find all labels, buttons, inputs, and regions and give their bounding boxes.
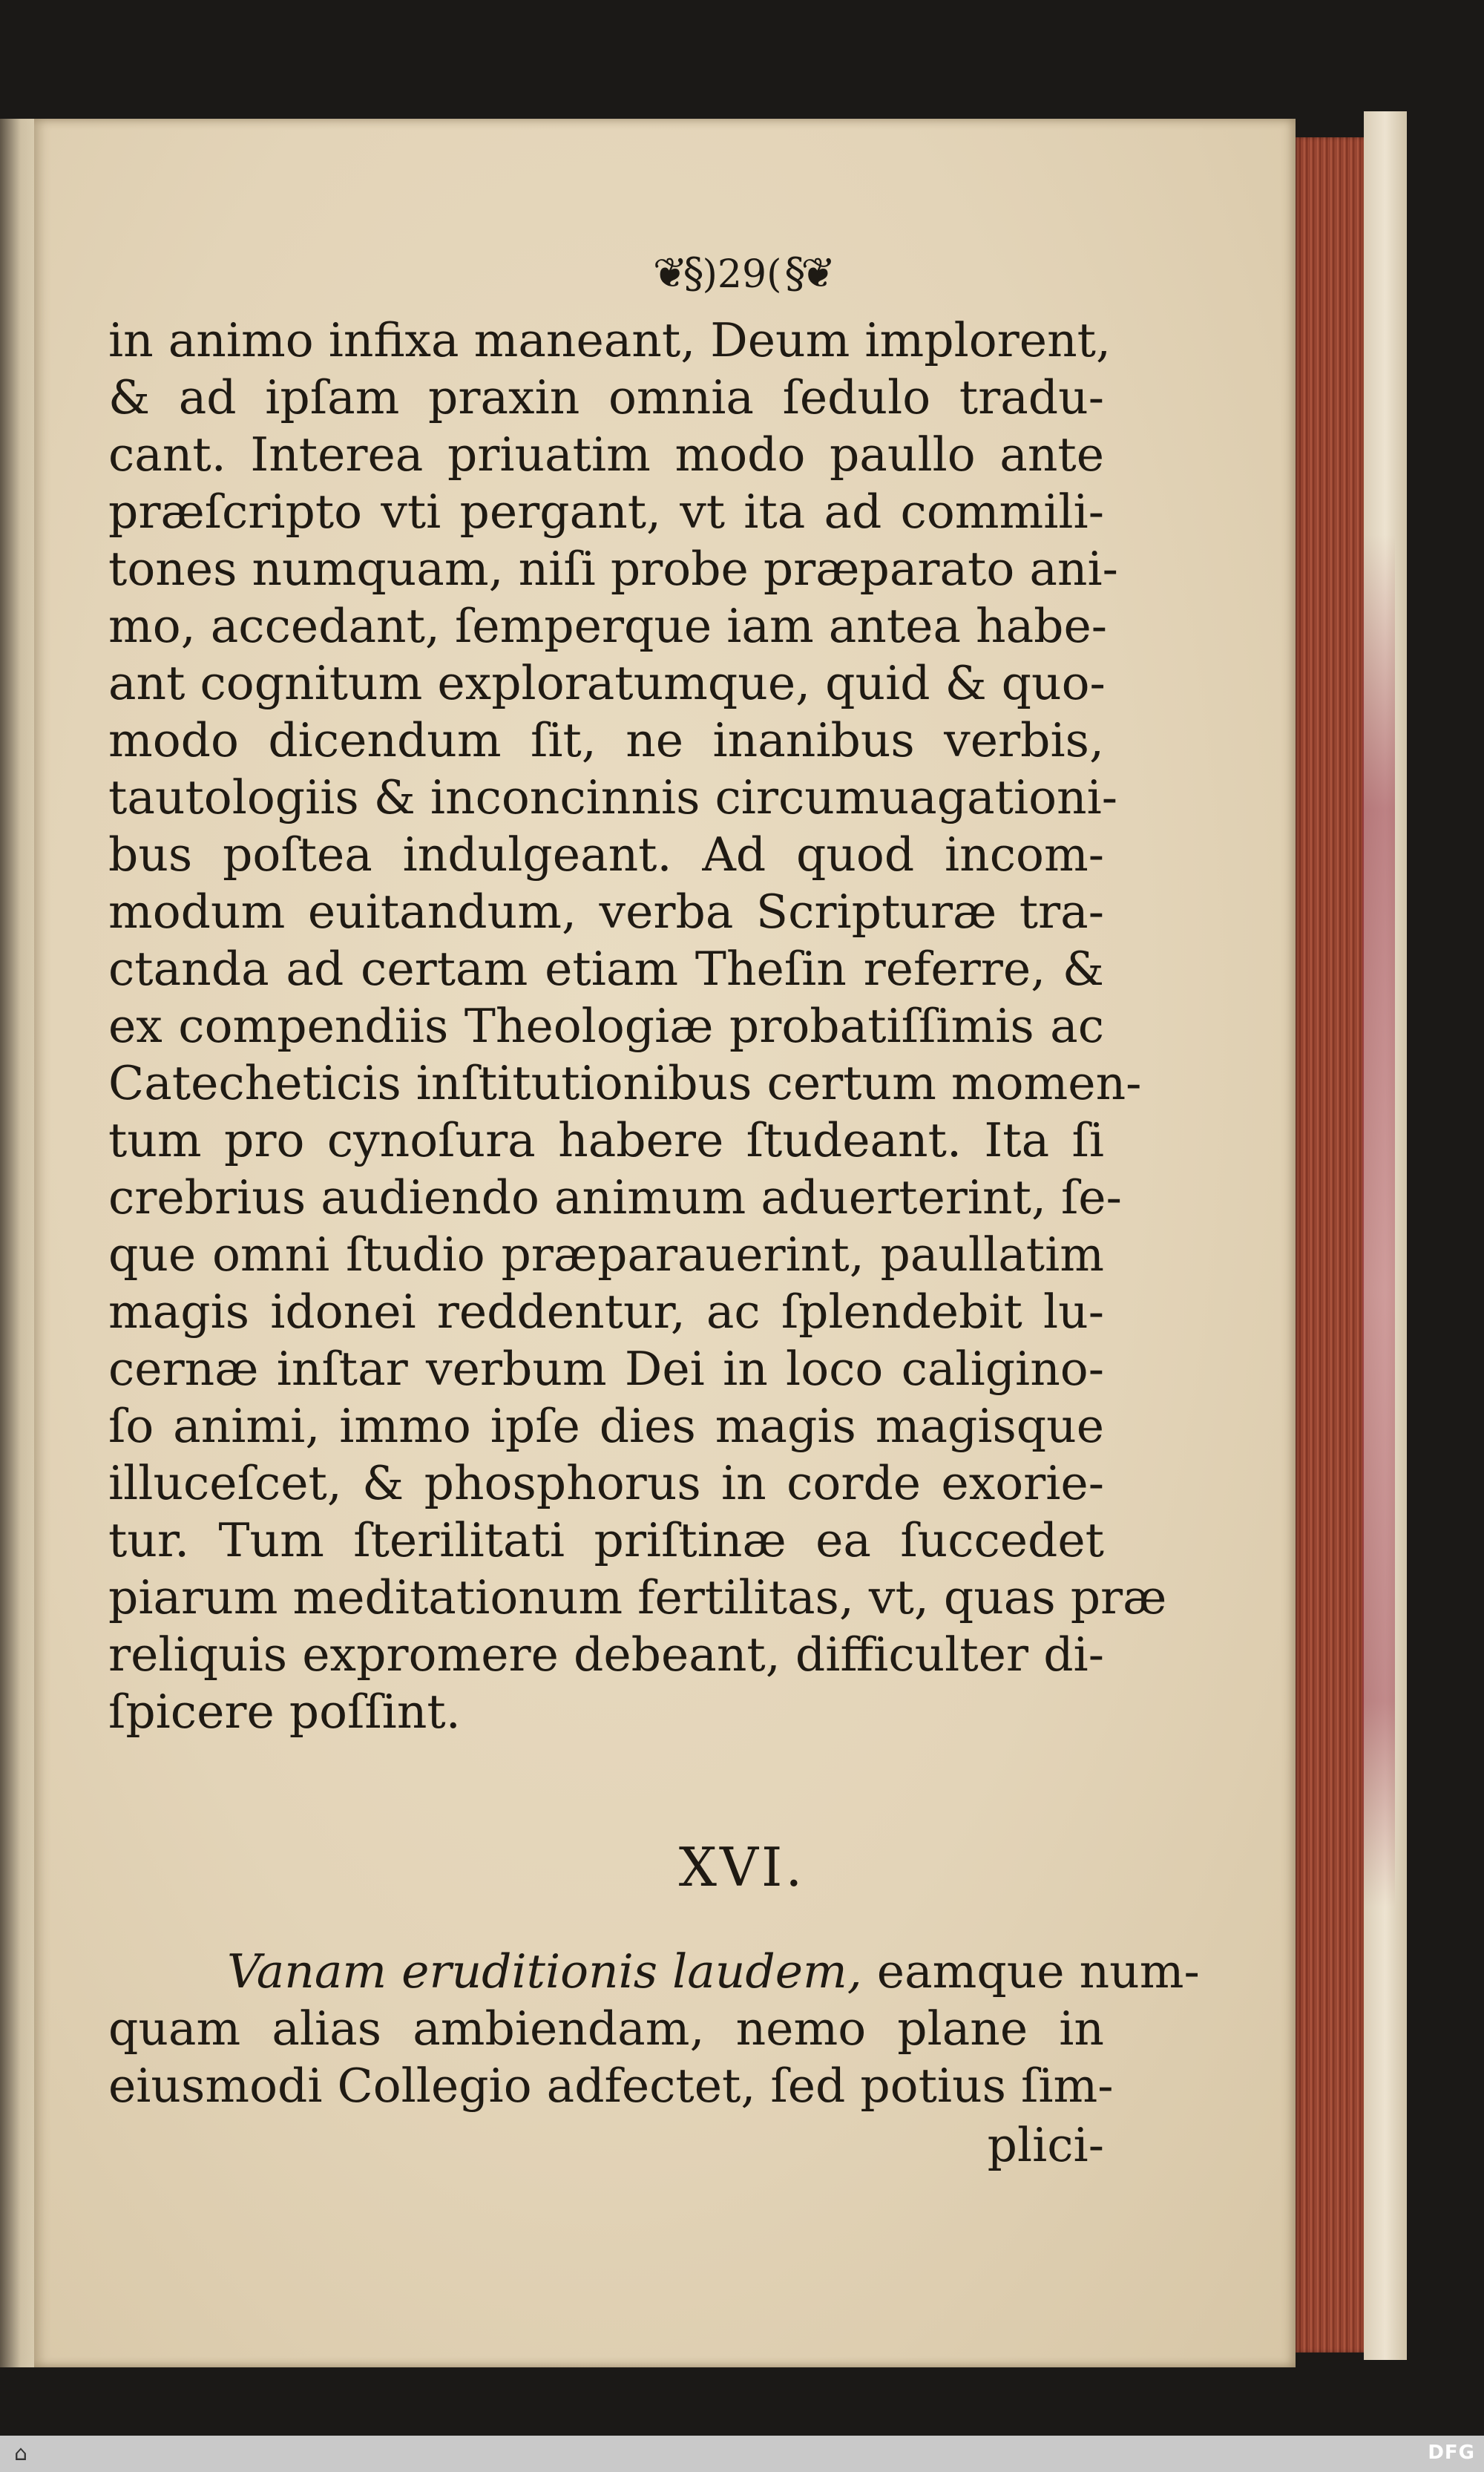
- italic-phrase: Vanam eruditionis laudem,: [227, 1944, 862, 1999]
- text-line: bus poſtea indulgeant. Ad quod incom-: [108, 827, 1104, 882]
- text-line: modo dicendum ſit, ne inanibus verbis,: [108, 713, 1104, 767]
- ornament-left-icon: ❦§: [652, 249, 700, 298]
- text-line: tautologiis & inconcinnis circumuagationi-: [108, 770, 1118, 824]
- text-line: cant. Interea priuatim modo paullo ante: [108, 427, 1104, 482]
- text-line: ſo animi, immo ipſe dies magis magisque: [108, 1399, 1104, 1453]
- text-line: magis idonei reddentur, ac ſplendebit lu-: [108, 1285, 1104, 1339]
- text-line: in animo infixa maneant, Deum implorent,: [108, 313, 1111, 367]
- text-line: piarum meditationum fertilitas, vt, quas præ: [108, 1570, 1167, 1624]
- main-paragraph: [108, 312, 1167, 1740]
- ornament-right-icon: §❦: [784, 249, 832, 298]
- text-line: tur. Tum ſterilitati priſtinæ ea ſuccedet: [108, 1513, 1104, 1567]
- text-line: illuceſcet, & phosphorus in corde exorie-: [108, 1456, 1104, 1510]
- text-line: Catecheticis inſtitutionibus certum momen-: [108, 1056, 1142, 1110]
- text-line: que omni ſtudio præparauerint, paullatim: [108, 1227, 1104, 1282]
- second-paragraph: [108, 1943, 1200, 2114]
- section-heading: XVI.: [678, 1836, 806, 1898]
- text-line: ctanda ad certam etiam Theſin referre, &: [108, 942, 1104, 996]
- text-line: ſpicere poſſint.: [108, 1685, 461, 1739]
- page-number: )29(: [702, 252, 782, 297]
- text-line: præſcripto vti pergant, vt ita ad commili-: [108, 485, 1104, 539]
- dfg-logo: DFG: [1428, 2442, 1475, 2464]
- text-run: eamque num-: [861, 1944, 1200, 1999]
- text-line: tones numquam, niſi probe præparato ani-: [108, 542, 1118, 596]
- text-line: ant cognitum exploratumque, quid & quo-: [108, 656, 1106, 710]
- text-line: crebrius audiendo animum aduerterint, ſe-: [108, 1170, 1122, 1224]
- text-line: mo, accedant, ſemperque iam antea habe-: [108, 599, 1108, 653]
- text-line: ex compendiis Theologiæ probatiſſimis ac: [108, 999, 1104, 1053]
- text-line: modum euitandum, verba Scripturæ tra-: [108, 885, 1104, 939]
- text-line: eiusmodi Collegio adfectet, ſed potius ſim-: [108, 2059, 1114, 2113]
- red-fore-edge: [1296, 137, 1364, 2353]
- text-line: reliquis expromere debeant, difficulter di-: [108, 1627, 1104, 1682]
- catchword: plici-: [987, 2118, 1104, 2172]
- text-line: tum pro cynoſura habere ſtudeant. Ita ſi: [108, 1113, 1104, 1167]
- flyleaf-stain: [1362, 534, 1395, 1907]
- library-logo-icon: ⌂: [14, 2441, 27, 2465]
- left-page-edge: [0, 119, 34, 2367]
- text-line: [108, 1943, 1200, 2000]
- viewer-footer-strip: [0, 2436, 1484, 2472]
- text-line: & ad ipſam praxin omnia ſedulo tradu-: [108, 370, 1104, 424]
- text-line: cernæ inſtar verbum Dei in loco caligino-: [108, 1342, 1104, 1396]
- text-line: quam alias ambiendam, nemo plane in: [108, 2001, 1104, 2056]
- running-head: [0, 242, 1484, 301]
